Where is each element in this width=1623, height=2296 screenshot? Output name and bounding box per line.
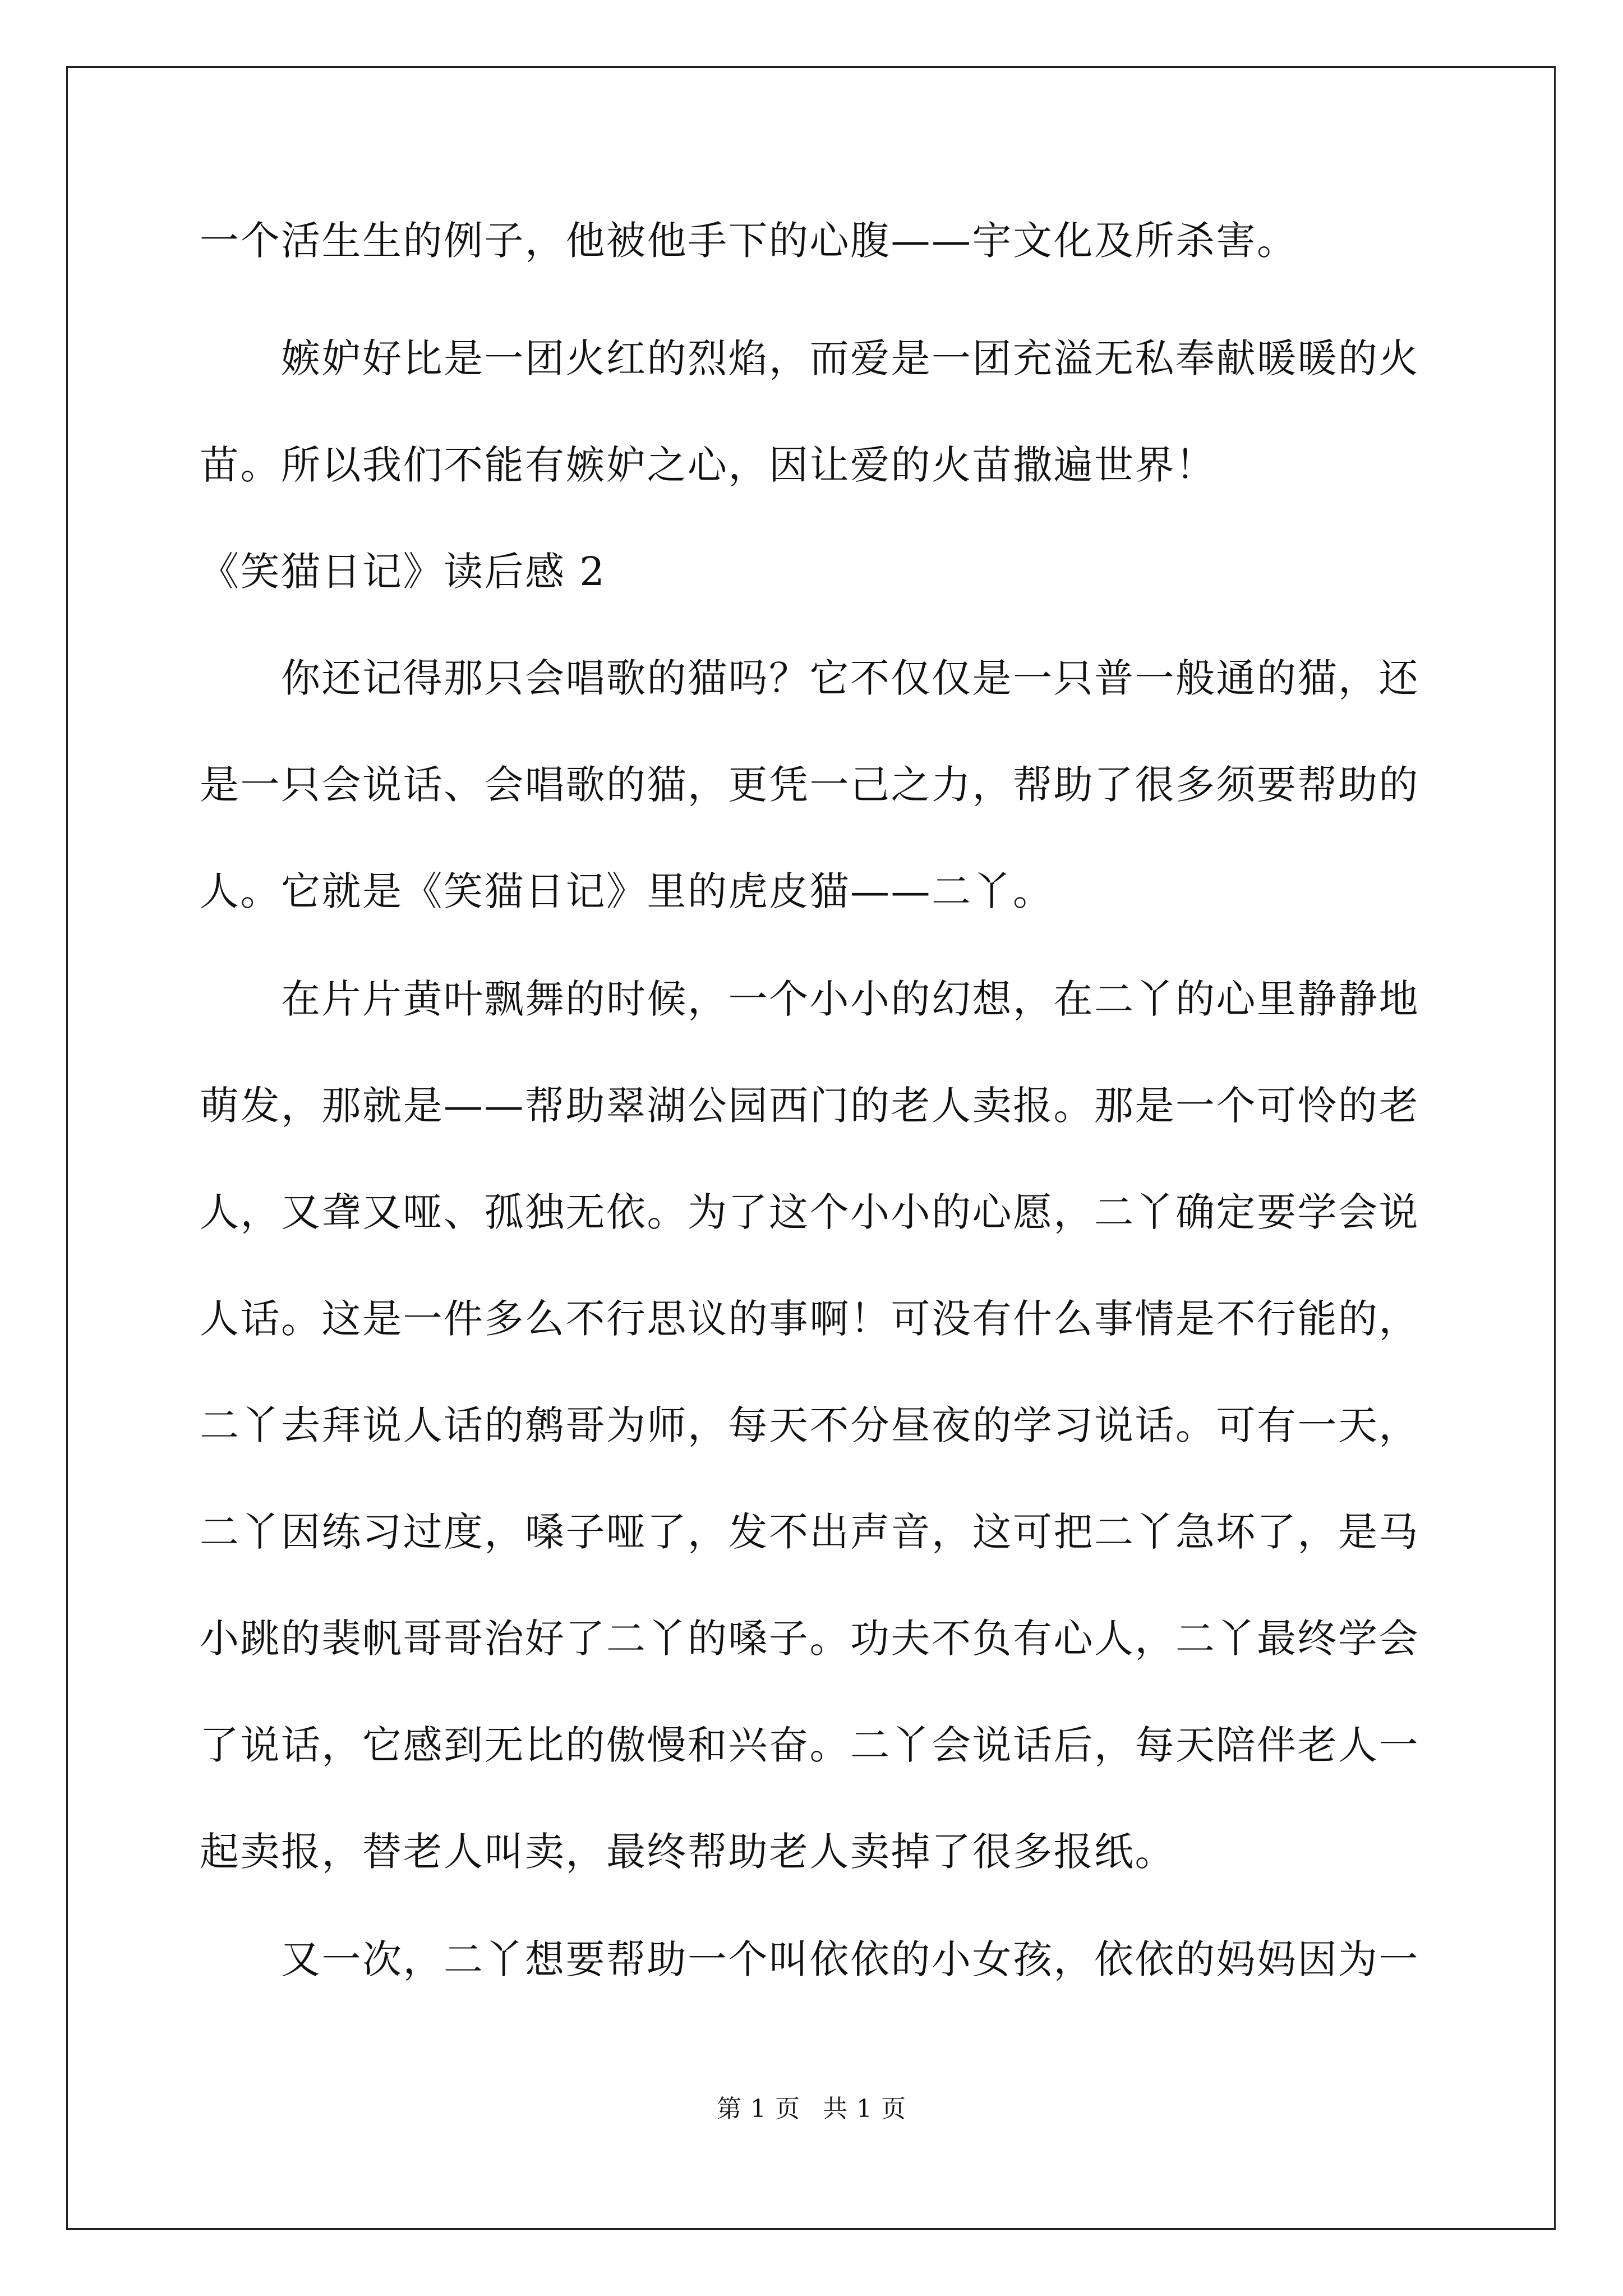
page-total: 共 1 页	[823, 2095, 906, 2123]
page-footer	[0, 2092, 1623, 2126]
text-line-15: 了说话，它感到无比的傲慢和兴奋。二丫会说话后，每天陪伴老人一	[200, 1722, 1419, 1768]
text-line-16: 起卖报，替老人叫卖，最终帮助老人卖掉了很多报纸。	[200, 1829, 1175, 1875]
text-line-14: 小跳的裴帆哥哥治好了二丫的嗓子。功夫不负有心人，二丫最终学会	[200, 1616, 1419, 1662]
text-line-13: 二丫因练习过度，嗓子哑了，发不出声音，这可把二丫急坏了，是马	[200, 1509, 1419, 1555]
text-line-10: 人，又聋又哑、孤独无依。为了这个小小的心愿，二丫确定要学会说	[200, 1189, 1419, 1235]
text-line-1: 一个活生生的例子，他被他手下的心腹——宇文化及所杀害。	[200, 218, 1298, 264]
text-line-2: 嫉妒好比是一团火红的烈焰，而爱是一团充溢无私奉献暖暖的火	[281, 335, 1419, 381]
text-line-8: 在片片黄叶飘舞的时候，一个小小的幻想，在二丫的心里静静地	[281, 976, 1419, 1022]
text-line-6: 是一只会说话、会唱歌的猫，更凭一己之力，帮助了很多须要帮助的	[200, 762, 1419, 808]
page-number: 第 1 页	[717, 2095, 800, 2123]
text-line-11: 人话。这是一件多么不行思议的事啊！可没有什么事情是不行能的，	[200, 1296, 1419, 1342]
text-line-5: 你还记得那只会唱歌的猫吗？它不仅仅是一只普一般通的猫，还	[281, 655, 1419, 701]
text-line-12: 二丫去拜说人话的鹩哥为师，每天不分昼夜的学习说话。可有一天，	[200, 1402, 1419, 1448]
page-border	[66, 66, 1556, 2230]
text-line-9: 萌发，那就是——帮助翠湖公园西门的老人卖报。那是一个可怜的老	[200, 1083, 1419, 1129]
text-line-3: 苗。所以我们不能有嫉妒之心，因让爱的火苗撒遍世界！	[200, 442, 1216, 488]
text-line-7: 人。它就是《笑猫日记》里的虎皮猫——二丫。	[200, 868, 1054, 914]
text-line-17: 又一次，二丫想要帮助一个叫依依的小女孩，依依的妈妈因为一	[281, 1936, 1419, 1982]
section-heading: 《笑猫日记》读后感 2	[200, 549, 606, 595]
